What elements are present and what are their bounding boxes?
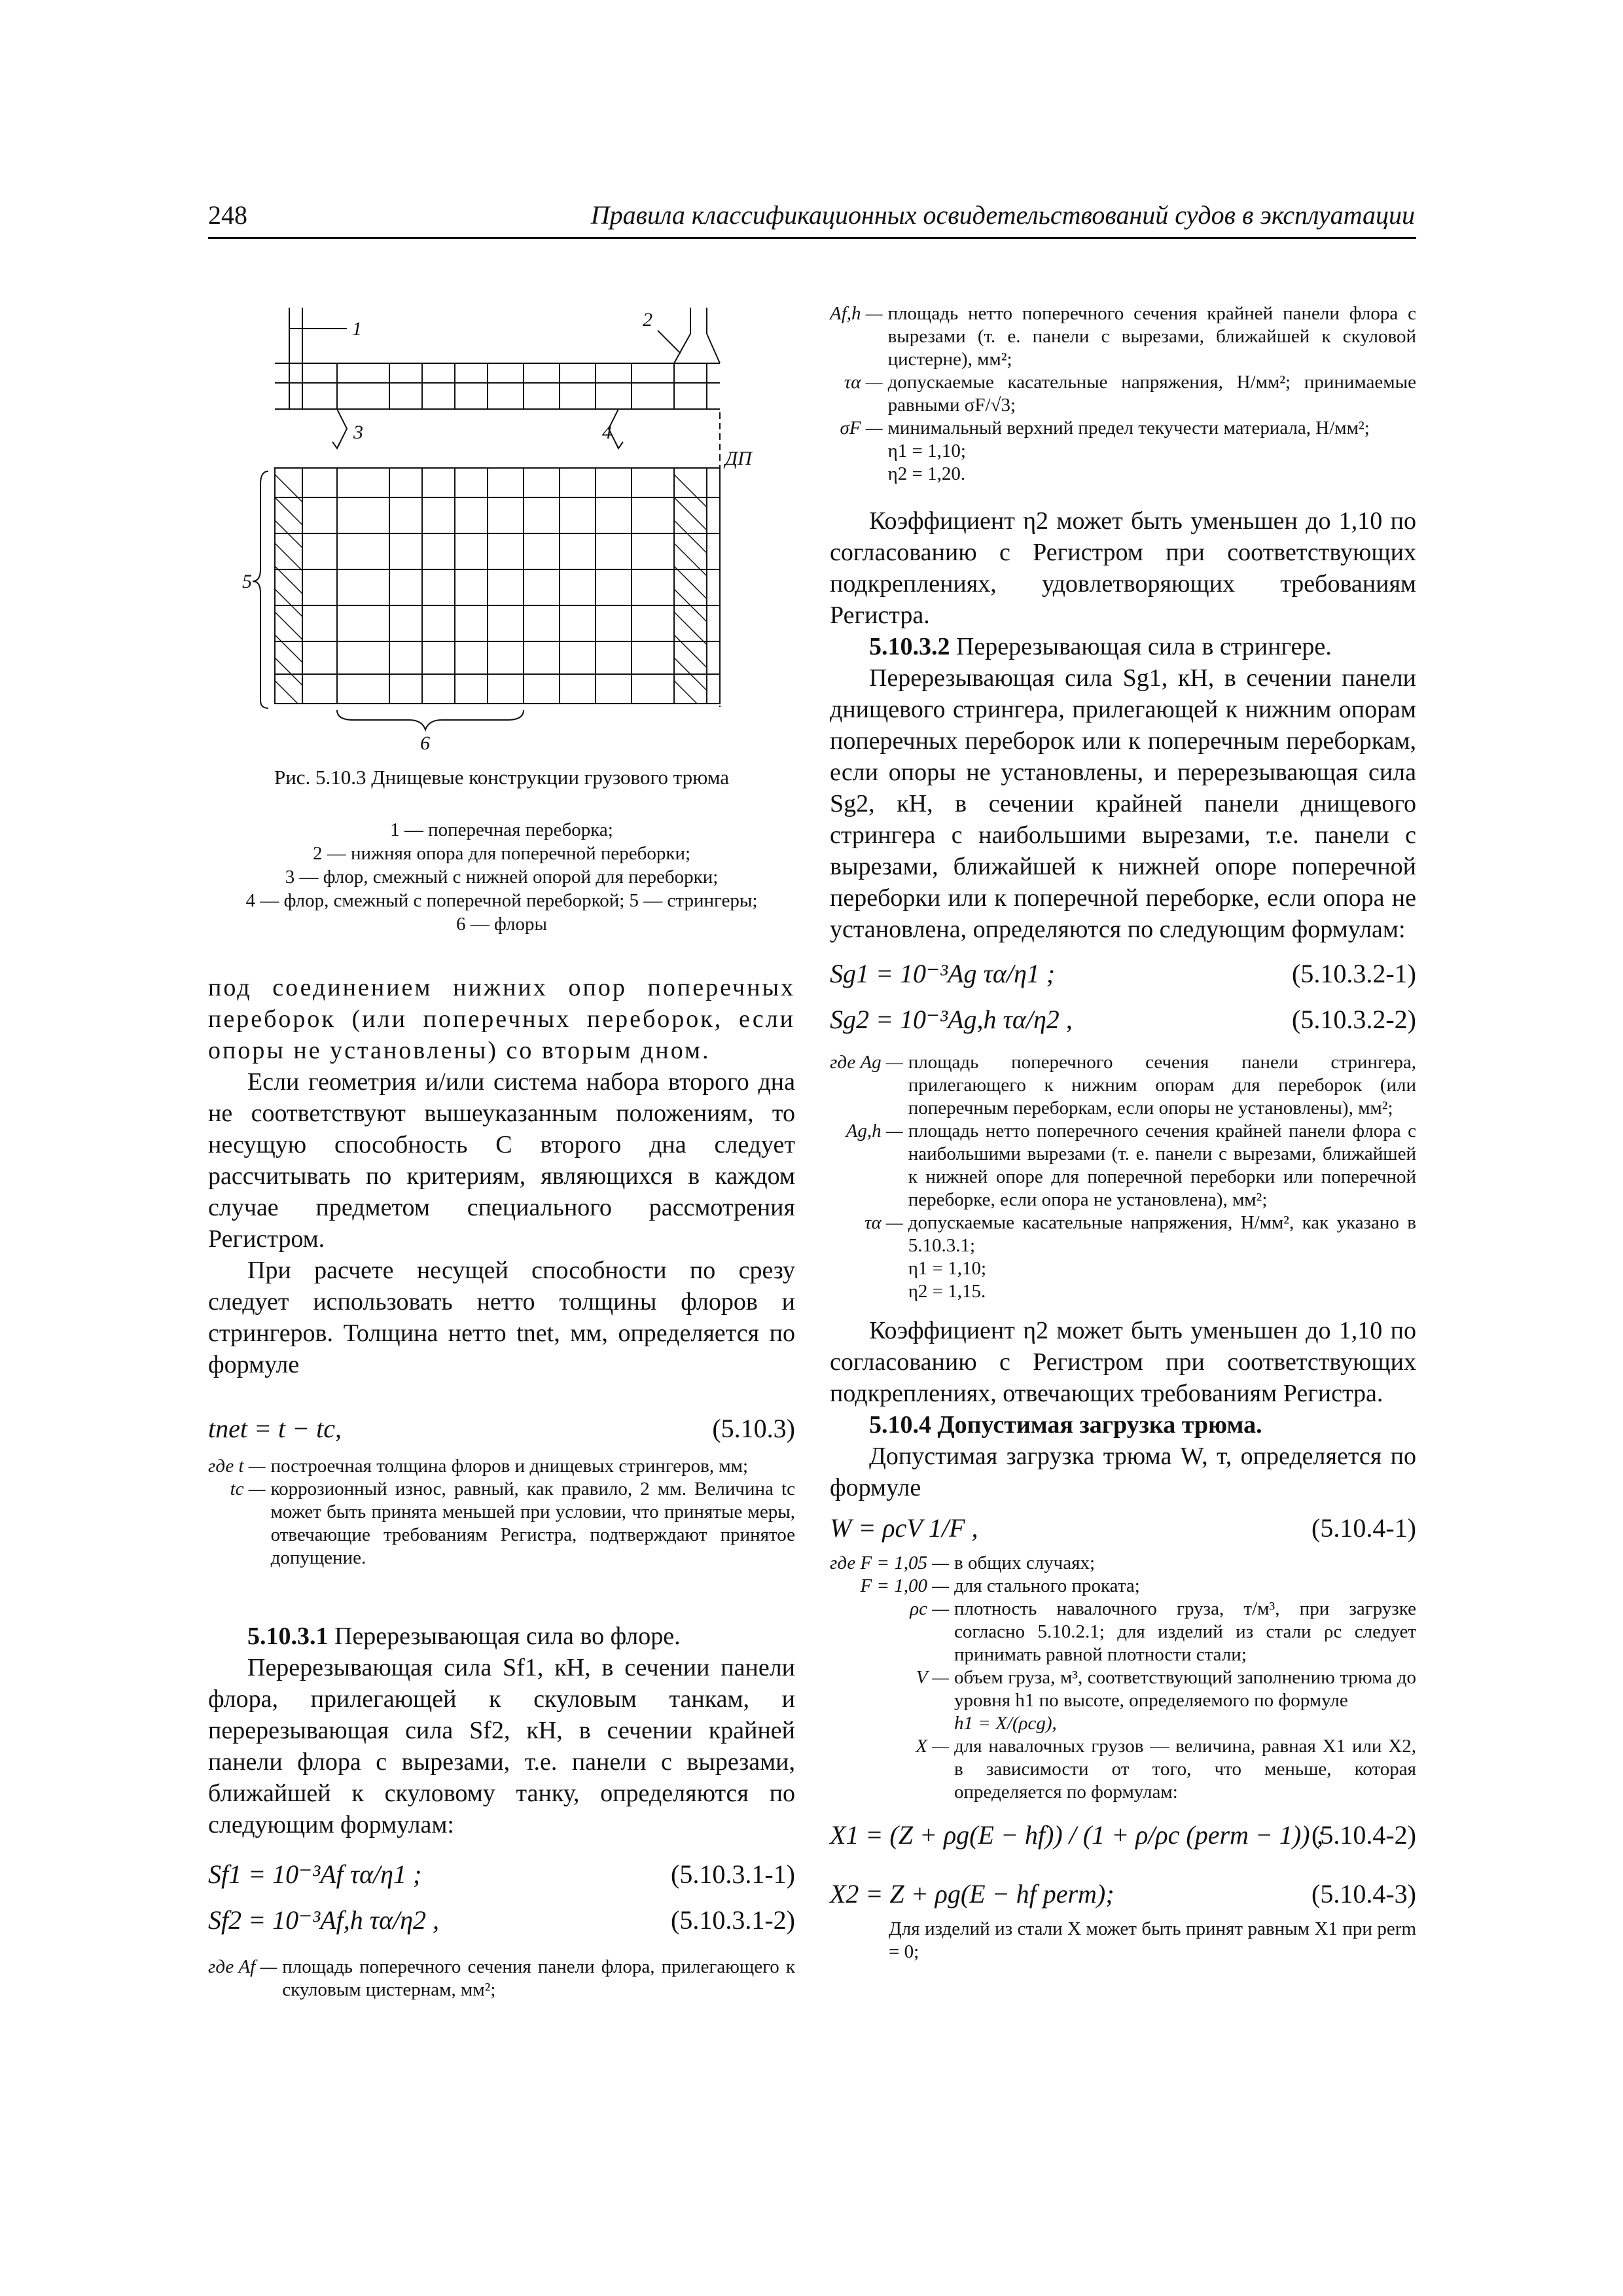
def-symbol: X — — [916, 1736, 950, 1757]
formula-number: (5.10.3.1-1) — [671, 1859, 795, 1889]
paragraph: Перерезывающая сила Sg1, кН, в сечении панели днищевого стрингера, прилегающей к нижним опорам поперечных переборок или к поперечным переборкам, если опоры не установлены, и перерезывающая сила Sg2, кН, в сечении крайней панели днищевого стрингера с наибольшими вырезами, т.е. панели с вырезами, ближайшей к нижней опоре поперечной переборки или к поперечной переборке, если опора не установлена, определяются по следующим формулам: — [830, 664, 1416, 943]
figure-caption: Рис. 5.10.3 Днищевые конструкции грузового трюма — [274, 766, 730, 789]
def-text: η2 = 1,15. — [908, 1281, 986, 1302]
legend-item: 4 — флор, смежный с поперечной переборкой; 5 — стрингеры; — [245, 890, 758, 911]
paragraph: При расчете несущей способности по срезу следует использовать нетто толщины флоров и стрингеров. Толщина нетто tnet, мм, определяется по формуле — [208, 1257, 795, 1378]
section-heading — [208, 1621, 795, 1652]
def-symbol: V — — [916, 1667, 950, 1688]
paragraph: Перерезывающая сила Sf1, кН, в сечении панели флора, прилегающей к скуловым танкам, и перерезывающая сила Sf2, кН, в сечении крайней панели флора с вырезами, т.е. панели с вырезами, ближайшей к скуловому танку, определяются по следующим формулам: — [208, 1654, 795, 1839]
formula-number: (5.10.3.2-1) — [1292, 959, 1416, 988]
def-text: площадь поперечного сечения панели флора, прилегающего к скуловым цистернам, мм²; — [282, 1956, 795, 2000]
def-symbol: Af,h — — [830, 303, 883, 324]
section-number: 5.10.3.2 — [869, 633, 950, 660]
formula-number: (5.10.4-3) — [1311, 1879, 1416, 1909]
def-text: η1 = 1,10; — [908, 1258, 987, 1279]
formula-sf2 — [208, 1898, 795, 1944]
section-title: Перерезывающая сила во флоре. — [334, 1623, 681, 1650]
formula-sf1 — [208, 1852, 795, 1898]
section-title: Перерезывающая сила в стрингере. — [956, 633, 1332, 660]
def-symbol: τα — — [844, 372, 883, 393]
def-text: η1 = 1,10; — [887, 440, 966, 461]
figure-label-5: 5 — [242, 571, 252, 592]
figure-label-dp: ДП — [725, 448, 752, 469]
running-title: Правила классификационных освидетельствований судов в эксплуатации — [590, 200, 1415, 230]
section-number: 5.10.4 — [869, 1411, 931, 1439]
formula-expr: X1 = (Z + ρg(E − hf)) / (1 + ρ/ρc (perm − 1)) ; — [830, 1820, 1325, 1850]
formula-number: (5.10.3) — [712, 1414, 795, 1443]
definitions — [830, 302, 1416, 486]
formula-sg2 — [830, 997, 1416, 1043]
figure-label-4: 4 — [602, 422, 612, 443]
formula-expr: Sf1 = 10⁻³Af τα/η1 ; — [208, 1859, 422, 1889]
def-text: плотность навалочного груза, т/м³, при загрузке согласно 5.10.2.1; для изделий из стали ρc следует принимать равной плотности стали; — [954, 1598, 1416, 1665]
def-text: для стального проката; — [954, 1575, 1140, 1596]
def-text: построечная толщина флоров и днищевых стрингеров, мм; — [270, 1456, 749, 1477]
paragraph: Коэффициент η2 может быть уменьшен до 1,10 по согласованию с Регистром при соответствующих подкреплениях, отвечающих требованиям Регистра. — [830, 1317, 1416, 1407]
header-rule — [208, 237, 1416, 239]
left-column — [208, 972, 795, 2001]
paragraph: Если геометрия и/или система набора второго дна не соответствуют вышеуказанным положениям, то несущую способность C второго дна следует рассчитывать по критериям, являющихся в каждом случае предметом специального рассмотрения Регистром. — [208, 1068, 795, 1253]
definitions — [830, 1552, 1416, 1804]
note: Для изделий из стали X может быть принят равным X1 при perm = 0; — [889, 1918, 1416, 1962]
formula-expr: X2 = Z + ρg(E − hf perm); — [830, 1879, 1115, 1909]
formula-x2 — [830, 1872, 1416, 1918]
def-text: площадь нетто поперечного сечения крайней панели флора с наибольшими вырезами (т. е. панели с вырезами, ближайшей к нижней опоре для поперечной переборки или поперечной переборке, если опора не установлена), мм²; — [908, 1121, 1416, 1210]
def-text: допускаемые касательные напряжения, Н/мм²; принимаемые равными σF/√3; — [887, 372, 1416, 416]
def-symbol: где F = 1,05 — — [830, 1552, 950, 1573]
paragraph: Коэффициент η2 может быть уменьшен до 1,10 по согласованию с Регистром при соответствующих подкреплениях, удовлетворяющих требованиям Регистра. — [830, 507, 1416, 629]
figure-legend — [208, 818, 795, 936]
formula-number: (5.10.4-2) — [1311, 1820, 1416, 1850]
legend-item: 6 — флоры — [455, 914, 548, 935]
figure-label-1: 1 — [352, 318, 362, 340]
definitions — [830, 1051, 1416, 1303]
def-symbol: где t — — [208, 1456, 266, 1477]
def-symbol: F = 1,00 — — [860, 1575, 950, 1596]
def-text: h1 = X/(ρcg), — [954, 1713, 1057, 1734]
page-number: 248 — [208, 200, 247, 230]
def-symbol: ρc — — [910, 1598, 950, 1619]
formula-x1 — [830, 1813, 1416, 1872]
figure-label-2: 2 — [643, 309, 652, 331]
def-symbol: tc — — [230, 1479, 266, 1499]
section-heading — [830, 631, 1416, 662]
def-text: допускаемые касательные напряжения, Н/мм², как указано в 5.10.3.1; — [908, 1212, 1416, 1256]
def-symbol: σF — — [840, 418, 883, 439]
def-symbol: где Ag — — [830, 1052, 903, 1073]
def-text: площадь нетто поперечного сечения крайней панели флора с вырезами (т. е. панели с вырезами, ближайшей к скуловой цистерне), мм²; — [887, 303, 1416, 370]
def-text: η2 = 1,20. — [887, 463, 966, 484]
legend-item: 3 — флор, смежный с нижней опорой для переборки; — [285, 867, 719, 888]
figure-label-6: 6 — [420, 732, 430, 754]
formula-expr: tnet = t − tc, — [208, 1414, 342, 1443]
legend-item: 1 — поперечная переборка; — [390, 819, 613, 840]
def-text: в общих случаях; — [954, 1552, 1096, 1573]
def-text: для навалочных грузов — величина, равная X1 или X2, в зависимости от того, что меньше, которая определяется по формулам: — [954, 1736, 1416, 1803]
formula-number: (5.10.3.2-2) — [1292, 1005, 1416, 1034]
right-column — [830, 302, 1416, 1964]
definitions — [208, 1455, 795, 1570]
formula-expr: W = ρcV 1/F , — [830, 1513, 978, 1543]
section-heading — [830, 1409, 1416, 1441]
def-symbol: где Af — — [208, 1956, 277, 1977]
formula-expr: Sf2 = 10⁻³Af,h τα/η2 , — [208, 1905, 440, 1935]
bottom-structure-figure — [242, 308, 812, 754]
def-text: площадь поперечного сечения панели стрингера, прилегающего к нижним опорам для переборок (или поперечным переборкам, если опоры не установлены), мм²; — [908, 1052, 1416, 1119]
formula-sg1 — [830, 952, 1416, 997]
section-number: 5.10.3.1 — [247, 1623, 329, 1650]
section-title: Допустимая загрузка трюма. — [937, 1411, 1262, 1439]
formula-expr: Sg2 = 10⁻³Ag,h τα/η2 , — [830, 1005, 1073, 1034]
legend-item: 2 — нижняя опора для поперечной переборки; — [312, 843, 691, 864]
def-symbol: τα — — [865, 1212, 903, 1233]
formula-w — [830, 1506, 1416, 1552]
def-text: коррозионный износ, равный, как правило, 2 мм. Величина tc может быть принята меньшей при условии, что принятые меры, отвечающие требованиям Регистра, подтверждают принятое допущение. — [270, 1479, 795, 1568]
def-text: минимальный верхний предел текучести материала, Н/мм²; — [887, 418, 1370, 439]
formula-number: (5.10.4-1) — [1311, 1513, 1416, 1543]
paragraph: под соединением нижних опор поперечных переборок (или поперечных переборок, если опоры не установлены) со вторым дном. — [208, 974, 795, 1064]
def-text: объем груза, м³, соответствующий заполнению трюма до уровня h1 по высоте, определяемого по формуле — [954, 1667, 1416, 1711]
paragraph: Допустимая загрузка трюма W, т, определяется по формуле — [830, 1443, 1416, 1501]
formula-number: (5.10.3.1-2) — [671, 1905, 795, 1935]
formula-tnet — [208, 1407, 795, 1452]
formula-expr: Sg1 = 10⁻³Ag τα/η1 ; — [830, 959, 1056, 988]
def-symbol: Ag,h — — [846, 1121, 903, 1141]
definitions — [208, 1956, 795, 2001]
figure-label-3: 3 — [353, 422, 363, 443]
